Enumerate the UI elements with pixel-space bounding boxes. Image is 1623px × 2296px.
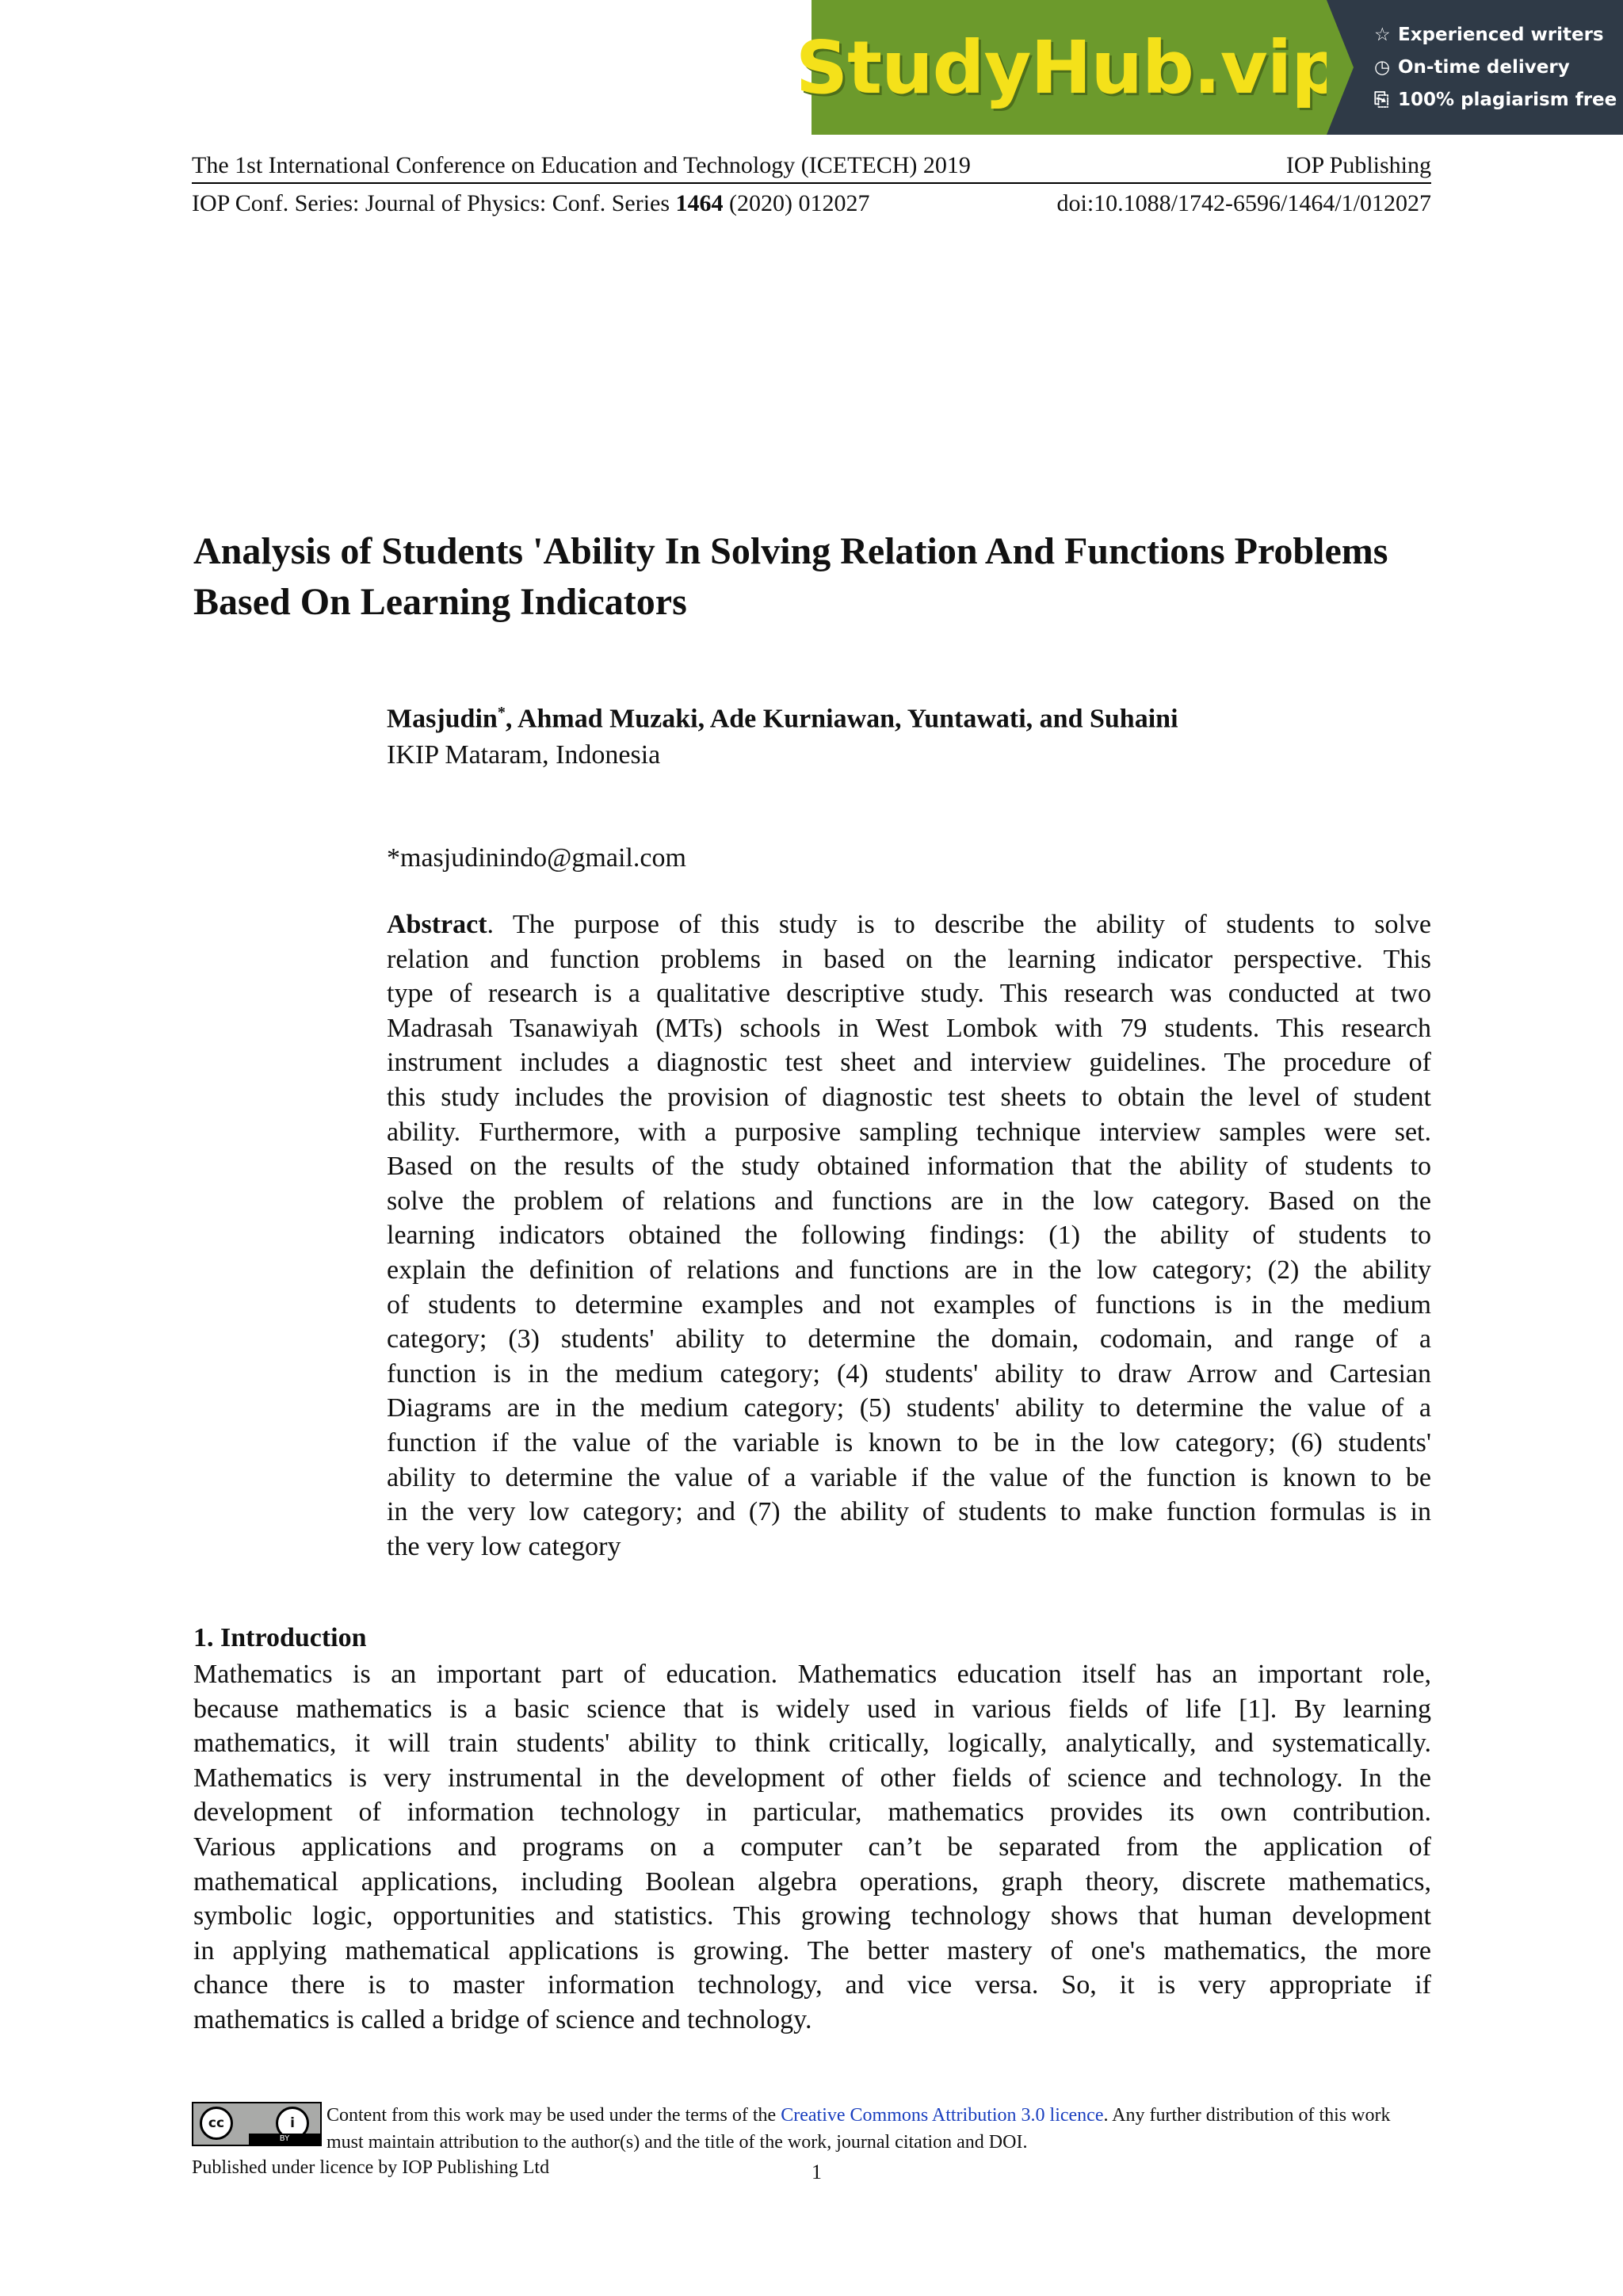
body-line: Mathematics is very instrumental in the development of other fields of science and technology. In the: [193, 1763, 1431, 1793]
feature-experienced-writers: ☆ Experienced writers: [1374, 19, 1623, 52]
abstract-line: relation and function problems in based on the learning indicator perspective. This: [387, 944, 1431, 974]
abstract-line: Madrasah Tsanawiyah (MTs) schools in West Lombok with 79 students. This research: [387, 1013, 1431, 1043]
body-line: development of information technology in particular, mathematics provides its own contribution.: [193, 1797, 1431, 1828]
abstract-line: learning indicators obtained the following findings: (1) the ability of students to: [387, 1221, 1431, 1251]
volume-number: 1464: [675, 190, 724, 216]
abstract-line: ability. Furthermore, with a purposive sampling technique interview samples were set.: [387, 1117, 1431, 1147]
license-notice: Content from this work may be used under the terms of the Creative Commons Attribution 3.0 licence. Any further distribution of this work must maintain attribution to the author(s) and the title of the work, journal citation and DOI.: [327, 2105, 1391, 2153]
document-icon: ⎘: [1374, 90, 1389, 110]
paper-title: Analysis of Students 'Ability In Solving Relation And Functions Problems Based On Learning Indicators: [193, 530, 1388, 623]
abstract-line: the very low category: [387, 1531, 621, 1561]
abstract-line: this study includes the provision of diagnostic test sheets to obtain the level of student: [387, 1082, 1431, 1112]
doi[interactable]: doi:10.1088/1742-6596/1464/1/012027: [1056, 190, 1431, 216]
abstract-line: Based on the results of the study obtained information that the ability of students to: [387, 1152, 1431, 1182]
star-icon: ☆: [1374, 25, 1391, 45]
affiliation: IKIP Mataram, Indonesia: [387, 740, 661, 770]
corresponding-author-mark: *: [497, 704, 506, 721]
studyhub-logo: StudyHub.vip: [795, 25, 1343, 110]
abstract-line: Abstract. The purpose of this study is to describe the ability of students to solve: [387, 910, 1431, 939]
author-list: Masjudin*, Ahmad Muzaki, Ade Kurniawan, Yuntawati, and Suhaini: [387, 704, 1178, 734]
body-line: chance there is to master information technology, and vice versa. So, it is very appropriate if: [193, 1970, 1431, 2000]
attribution-person-icon: i: [276, 2107, 309, 2140]
body-line: Mathematics is an important part of education. Mathematics education itself has an important role,: [193, 1660, 1431, 1689]
abstract-label: Abstract: [387, 910, 487, 939]
section-heading-introduction: 1. Introduction: [193, 1623, 367, 1652]
author-email[interactable]: *masjudinindo@gmail.com: [387, 843, 686, 873]
abstract-line: Diagrams are in the medium category; (5) students' ability to determine the value of a: [387, 1393, 1431, 1423]
license-link[interactable]: Creative Commons Attribution 3.0 licence: [781, 2105, 1104, 2126]
abstract-line: function is in the medium category; (4) students' ability to draw Arrow and Cartesian: [387, 1358, 1431, 1389]
studyhub-logo-panel: [795, 0, 1343, 135]
body-line: mathematics, it will train students' ability to think critically, logically, analytically, and systematically.: [193, 1729, 1431, 1759]
body-line: mathematical applications, including Boolean algebra operations, graph theory, discrete mathematics,: [193, 1866, 1431, 1897]
series-citation: IOP Conf. Series: Journal of Physics: Conf. Series 1464 (2020) 012027: [192, 190, 870, 216]
abstract-line: category; (3) students' ability to determine the domain, codomain, and range of a: [387, 1324, 1431, 1354]
abstract: [387, 907, 1431, 1564]
studyhub-features: [1327, 0, 1623, 135]
feature-on-time-delivery: ◷ On-time delivery: [1374, 52, 1623, 84]
abstract-line: function if the value of the variable is known to be in the low category; (6) students': [387, 1427, 1431, 1457]
feature-plagiarism-free: ⎘ 100% plagiarism free: [1374, 84, 1623, 117]
abstract-line: explain the definition of relations and functions are in the low category; (2) the ability: [387, 1255, 1431, 1285]
abstract-line: of students to determine examples and not examples of functions is in the medium: [387, 1289, 1431, 1320]
body-line: in applying mathematical applications is growing. The better mastery of one's mathematics, the more: [193, 1935, 1431, 1966]
publisher-name: IOP Publishing: [1285, 152, 1431, 178]
page-number: 1: [812, 2160, 822, 2183]
body-line: Various applications and programs on a computer can’t be separated from the application of: [193, 1832, 1431, 1862]
published-under-licence: Published under licence by IOP Publishing Ltd: [192, 2157, 550, 2178]
abstract-line: type of research is a qualitative descriptive study. This research was conducted at two: [387, 979, 1431, 1009]
cc-icon: cc: [200, 2107, 233, 2140]
abstract-line: in the very low category; and (7) the ability of students to make function formulas is in: [387, 1497, 1431, 1527]
conference-name: The 1st International Conference on Education and Technology (ICETECH) 2019: [192, 152, 971, 178]
cc-by-license-badge[interactable]: [192, 2102, 322, 2146]
abstract-line: ability to determine the value of a variable if the value of the function is known to be: [387, 1462, 1431, 1492]
body-line: symbolic logic, opportunities and statistics. This growing technology shows that human development: [193, 1901, 1431, 1931]
body-line: because mathematics is a basic science that is widely used in various fields of life [1]. By learning: [193, 1694, 1431, 1724]
body-line: mathematics is called a bridge of science and technology.: [193, 2004, 812, 2034]
clock-icon: ◷: [1374, 57, 1391, 78]
introduction-body: [193, 1657, 1431, 2038]
abstract-line: solve the problem of relations and functions are in the low category. Based on the: [387, 1186, 1431, 1216]
series-line: [192, 190, 1431, 217]
running-header: [192, 152, 1431, 184]
cc-by-label: BY: [249, 2134, 320, 2145]
studyhub-banner[interactable]: [795, 0, 1623, 135]
abstract-line: instrument includes a diagnostic test sheet and interview guidelines. The procedure of: [387, 1048, 1431, 1078]
